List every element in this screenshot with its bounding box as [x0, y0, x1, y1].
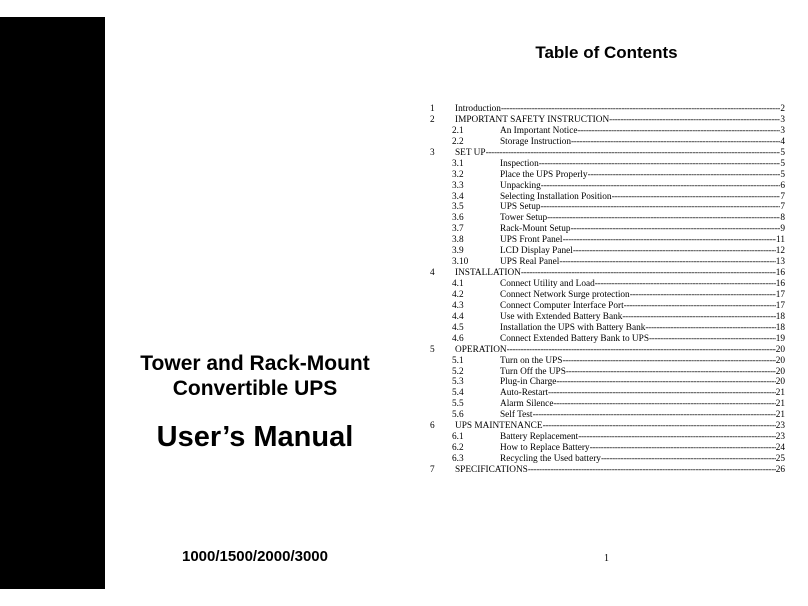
- toc-entry-line: [500, 246, 785, 257]
- toc-entry-number: 6: [430, 421, 435, 432]
- toc-entry-title: Connect Utility and Load: [500, 279, 595, 289]
- toc-entry-number: 3.5: [452, 202, 464, 213]
- toc-entry-title: Turn on the UPS: [500, 355, 563, 366]
- toc-entry-number: 3.10: [452, 257, 469, 268]
- toc-entry-title: Connect Computer Interface Port: [500, 300, 624, 311]
- toc-entry-title: Plug-in Charge: [500, 377, 557, 388]
- toc-entry-page: 23: [775, 421, 785, 432]
- toc-leader: [553, 399, 775, 410]
- toc-leader: [609, 115, 780, 126]
- toc-entry-title: UPS Setup: [500, 202, 541, 213]
- toc-entry-title: Selecting Installation Position: [500, 191, 612, 202]
- toc-leader: [612, 192, 781, 203]
- toc-leader: [547, 213, 780, 224]
- toc-entry-number: 1: [430, 104, 435, 114]
- toc-entry-number: 2.2: [452, 136, 464, 147]
- toc-leader: [645, 323, 775, 334]
- toc-leader: [577, 126, 780, 137]
- toc-entry-number: 3.2: [452, 169, 464, 180]
- toc-entry-line: [500, 454, 785, 465]
- toc-entry-line: [455, 148, 785, 159]
- toc-entry-page: 16: [775, 268, 785, 279]
- toc-entry: [430, 126, 785, 137]
- toc-entry-line: [500, 181, 785, 192]
- toc-entry: [430, 399, 785, 410]
- toc-entry: [430, 192, 785, 203]
- toc-leader: [578, 432, 775, 443]
- toc-entry-number: 3.3: [452, 180, 464, 191]
- toc-leader: [486, 148, 781, 159]
- toc-entry-line: [500, 443, 785, 454]
- toc-entry: [430, 279, 785, 290]
- toc-entry-page: 18: [775, 311, 785, 322]
- toc-entry-line: [500, 279, 785, 290]
- toc-entry-number: 3.6: [452, 213, 464, 224]
- toc-entry: [430, 181, 785, 192]
- toc-entry-title: UPS Front Panel: [500, 235, 563, 246]
- toc-entry-number: 4.5: [452, 322, 464, 333]
- toc-entry: [430, 104, 785, 115]
- toc-entry-number: 3.8: [452, 235, 464, 246]
- toc-entry-page: 25: [775, 454, 785, 464]
- toc-entry-number: 2: [430, 114, 435, 125]
- toc-entry-number: 3.9: [452, 246, 464, 257]
- toc-entry-line: [500, 213, 785, 224]
- toc-entry-line: [500, 432, 785, 443]
- toc-entry-title: Connect Extended Battery Bank to UPS: [500, 333, 649, 344]
- toc-entry-title: Rack-Mount Setup: [500, 224, 571, 235]
- toc-leader: [573, 246, 776, 257]
- toc-entry: [430, 334, 785, 345]
- toc-entry-line: [500, 159, 785, 170]
- toc-list: [430, 104, 785, 476]
- toc-entry-title: Inspection: [500, 158, 539, 169]
- toc-entry-line: [500, 356, 785, 367]
- toc-leader: [559, 257, 775, 268]
- toc-entry-page: 26: [775, 464, 785, 475]
- cover-title: [105, 351, 405, 401]
- toc-leader: [541, 202, 781, 213]
- toc-entry-page: 21: [775, 399, 785, 410]
- toc-entry: [430, 224, 785, 235]
- toc-entry-number: 4: [430, 268, 435, 279]
- toc-leader: [622, 312, 775, 323]
- toc-entry-number: 3.7: [452, 224, 464, 235]
- toc-entry-line: [455, 345, 785, 356]
- toc-entry-page: 13: [775, 257, 785, 268]
- toc-entry: [430, 367, 785, 378]
- toc-entry-line: [500, 399, 785, 410]
- toc-entry-page: 20: [775, 355, 785, 366]
- toc-entry-title: An Important Notice: [500, 125, 578, 136]
- toc-entry-line: [500, 257, 785, 268]
- toc-entry-number: 5.5: [452, 399, 464, 410]
- toc-entry-page: 2: [780, 104, 785, 114]
- toc-entry-line: [455, 465, 785, 476]
- toc-entry-page: 11: [776, 235, 785, 246]
- toc-entry-title: Place the UPS Properly: [500, 169, 588, 180]
- toc-entry-title: Connect Network Surge protection: [500, 289, 630, 300]
- toc-entry: [430, 388, 785, 399]
- toc-entry-title: Tower Setup: [500, 213, 548, 224]
- toc-entry-title: How to Replace Battery: [500, 443, 590, 454]
- toc-entry: [430, 356, 785, 367]
- toc-entry: [430, 323, 785, 334]
- toc-entry-title: SET UP: [455, 147, 486, 158]
- toc-entry-line: [500, 290, 785, 301]
- toc-entry-title: Installation the UPS with Battery Bank: [500, 322, 646, 333]
- toc-entry-page: 18: [775, 322, 785, 333]
- toc-entry-page: 7: [780, 191, 785, 202]
- toc-entry: [430, 377, 785, 388]
- toc-entry: [430, 312, 785, 323]
- toc-entry-number: 4.3: [452, 300, 464, 311]
- toc-leader: [539, 159, 781, 170]
- toc-entry: [430, 454, 785, 465]
- toc-entry: [430, 257, 785, 268]
- toc-entry-title: LCD Display Panel: [500, 246, 573, 257]
- toc-entry-line: [455, 104, 785, 115]
- toc-entry-number: 6.1: [452, 432, 464, 443]
- toc-entry-page: 4: [780, 136, 785, 147]
- toc-leader: [533, 410, 776, 421]
- toc-entry-number: 6.3: [452, 454, 464, 464]
- toc-entry-line: [500, 301, 785, 312]
- toc-leader: [601, 454, 776, 465]
- toc-entry-page: 5: [780, 147, 785, 158]
- toc-leader: [563, 235, 777, 246]
- toc-entry: [430, 410, 785, 421]
- toc-entry-page: 3: [780, 125, 785, 136]
- toc-leader: [624, 301, 776, 312]
- toc-entry-line: [500, 192, 785, 203]
- toc-entry-page: 21: [775, 410, 785, 421]
- toc-entry-number: 5.3: [452, 377, 464, 388]
- toc-entry-number: 7: [430, 464, 435, 475]
- toc-entry-title: UPS Real Panel: [500, 257, 560, 268]
- toc-entry: [430, 301, 785, 312]
- toc-entry-page: 24: [775, 443, 785, 454]
- toc-entry-page: 12: [775, 246, 785, 257]
- toc-entry-page: 23: [775, 432, 785, 443]
- toc-entry-number: 5.2: [452, 366, 464, 377]
- toc-entry-number: 4.2: [452, 289, 464, 300]
- toc-leader: [541, 181, 781, 192]
- toc-entry-title: Use with Extended Battery Bank: [500, 311, 623, 322]
- toc-entry-number: 4.1: [452, 279, 464, 289]
- toc-entry-line: [500, 388, 785, 399]
- cover-title-line1: Tower and Rack-Mount: [140, 352, 370, 375]
- toc-entry-page: 9: [780, 224, 785, 235]
- page-number: 1: [604, 553, 609, 564]
- toc-leader: [548, 388, 776, 399]
- toc-entry-line: [500, 170, 785, 181]
- toc-entry-page: 16: [775, 279, 785, 289]
- toc-entry-number: 3: [430, 147, 435, 158]
- toc-entry: [430, 246, 785, 257]
- toc-entry-title: Recycling the Used battery: [500, 454, 601, 464]
- toc-leader: [649, 334, 776, 345]
- toc-leader: [562, 356, 775, 367]
- toc-entry-line: [500, 323, 785, 334]
- toc-entry-title: Auto-Restart: [500, 388, 549, 399]
- toc-leader: [588, 170, 781, 181]
- toc-entry-title: Introduction: [455, 104, 501, 114]
- toc-leader: [595, 279, 776, 290]
- toc-entry-number: 4.4: [452, 311, 464, 322]
- toc-entry-number: 3.4: [452, 191, 464, 202]
- toc-entry-number: 6.2: [452, 443, 464, 454]
- toc-entry: [430, 115, 785, 126]
- toc-entry-line: [455, 115, 785, 126]
- toc-entry-page: 17: [775, 300, 785, 311]
- toc-entry-number: 5.1: [452, 355, 464, 366]
- toc-entry-title: Alarm Silence: [500, 399, 554, 410]
- toc-entry-page: 20: [775, 377, 785, 388]
- toc-entry-page: 7: [780, 202, 785, 213]
- toc-leader: [543, 421, 776, 432]
- toc-entry: [430, 148, 785, 159]
- toc-leader: [590, 443, 776, 454]
- toc-entry-line: [500, 235, 785, 246]
- toc-entry-line: [455, 421, 785, 432]
- toc-entry-line: [500, 312, 785, 323]
- toc-entry: [430, 213, 785, 224]
- toc-heading: Table of Contents: [535, 43, 678, 62]
- toc-entry: [430, 421, 785, 432]
- toc-leader: [571, 137, 780, 148]
- toc-entry-line: [500, 224, 785, 235]
- toc-entry-line: [500, 126, 785, 137]
- cover-subtitle: User’s Manual: [156, 421, 354, 453]
- toc-entry-line: [455, 268, 785, 279]
- toc-entry-line: [500, 202, 785, 213]
- toc-leader: [528, 465, 776, 476]
- cover-title-line2: Convertible UPS: [172, 377, 338, 400]
- toc-entry-title: Self Test: [500, 410, 533, 421]
- toc-entry: [430, 465, 785, 476]
- toc-entry-title: OPERATION: [455, 344, 507, 355]
- toc-leader: [521, 268, 776, 279]
- toc-entry-number: 3.1: [452, 158, 464, 169]
- toc-entry: [430, 268, 785, 279]
- toc-entry-page: 20: [775, 366, 785, 377]
- toc-leader: [501, 104, 780, 115]
- toc-entry-number: 4.6: [452, 333, 464, 344]
- toc-entry-page: 5: [780, 158, 785, 169]
- toc-leader: [507, 345, 776, 356]
- toc-entry-line: [500, 377, 785, 388]
- toc-entry-title: Turn Off the UPS: [500, 366, 566, 377]
- toc-entry-page: 5: [780, 169, 785, 180]
- toc-entry-title: IMPORTANT SAFETY INSTRUCTION: [455, 114, 610, 125]
- toc-entry-page: 17: [775, 289, 785, 300]
- toc-entry: [430, 202, 785, 213]
- toc-entry: [430, 137, 785, 148]
- toc-entry-number: 5.6: [452, 410, 464, 421]
- toc-leader: [556, 377, 775, 388]
- toc-entry-line: [500, 410, 785, 421]
- toc-entry-number: 2.1: [452, 125, 464, 136]
- toc-entry-page: 19: [775, 333, 785, 344]
- toc-entry-page: 6: [780, 180, 785, 191]
- toc-entry-number: 5.4: [452, 388, 464, 399]
- toc-entry-number: 5: [430, 344, 435, 355]
- toc-entry-page: 21: [775, 388, 785, 399]
- toc-entry-page: 3: [780, 114, 785, 125]
- toc-entry-title: Storage Instruction: [500, 136, 572, 147]
- toc-entry-title: SPECIFICATIONS: [455, 464, 528, 475]
- black-spine: [0, 17, 105, 589]
- toc-entry-line: [500, 367, 785, 378]
- toc-leader: [571, 224, 781, 235]
- toc-entry: [430, 432, 785, 443]
- toc-entry: [430, 235, 785, 246]
- toc-entry: [430, 170, 785, 181]
- manual-cover: [105, 17, 405, 589]
- toc-entry: [430, 443, 785, 454]
- toc-entry-title: Unpacking: [500, 180, 541, 191]
- toc-entry-title: INSTALLATION: [455, 268, 521, 279]
- toc-page: [405, 17, 808, 589]
- toc-entry-line: [500, 137, 785, 148]
- toc-leader: [630, 290, 776, 301]
- toc-entry: [430, 159, 785, 170]
- toc-leader: [566, 367, 776, 378]
- toc-entry-line: [500, 334, 785, 345]
- toc-entry: [430, 345, 785, 356]
- toc-entry-title: UPS MAINTENANCE: [455, 421, 543, 432]
- cover-models: 1000/1500/2000/3000: [182, 548, 328, 565]
- toc-entry-title: Battery Replacement: [500, 432, 579, 443]
- toc-entry-page: 8: [780, 213, 785, 224]
- toc-entry-page: 20: [775, 344, 785, 355]
- toc-entry: [430, 290, 785, 301]
